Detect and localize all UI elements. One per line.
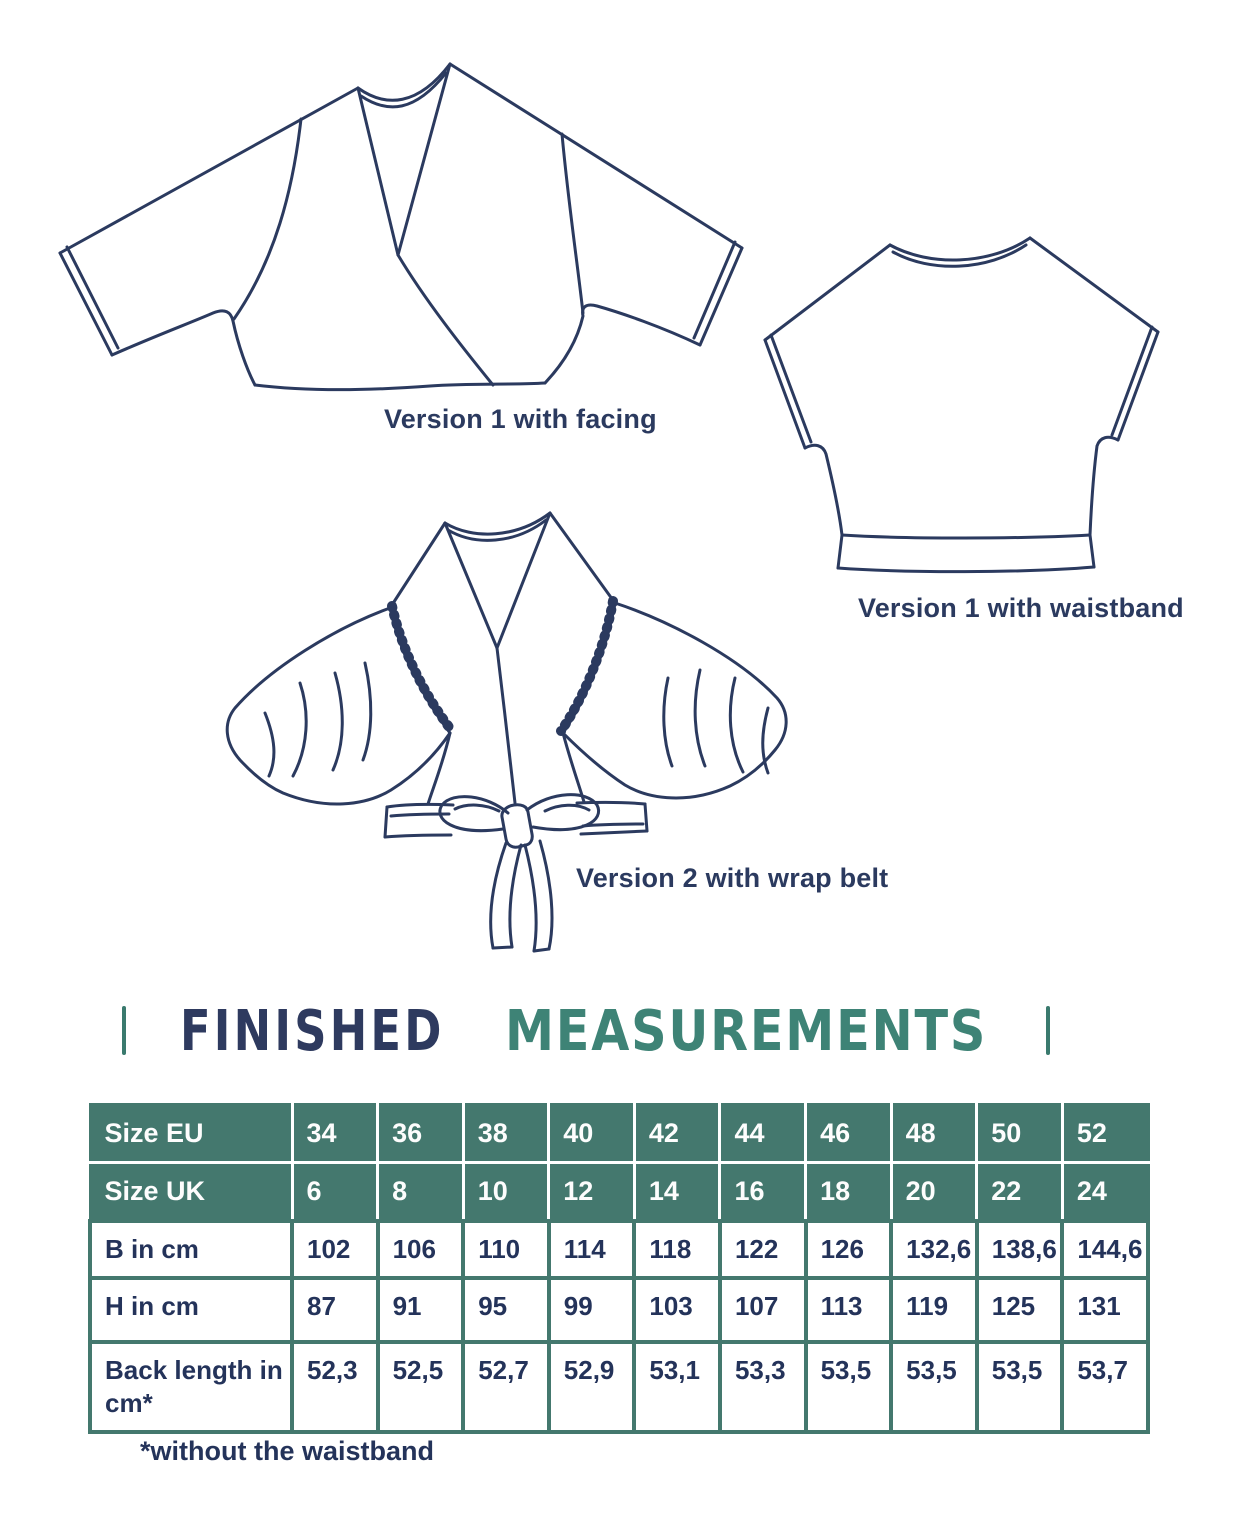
right-underside-side-seam (545, 305, 700, 383)
right-gather-ticks (561, 601, 613, 731)
left-gather-ticks (392, 606, 452, 731)
footnote: *without the waistband (140, 1436, 434, 1466)
row-label: B in cm (90, 1221, 292, 1278)
right-sleeve-wave (730, 678, 743, 772)
value-cell: 8 (378, 1163, 464, 1222)
caption-version-2-wrap-belt: Version 2 with wrap belt (576, 863, 889, 893)
right-cuff-outer (700, 248, 742, 345)
value-cell: 53,5 (977, 1342, 1063, 1432)
right-shoulder-edge (1030, 238, 1158, 332)
bow-right-loop-fold (545, 805, 589, 811)
waistband-right-edge (1090, 535, 1094, 567)
value-cell: 52 (1062, 1105, 1148, 1163)
table-row-size-eu (90, 1105, 1148, 1163)
right-cuff-inner (694, 242, 735, 338)
value-cell: 36 (378, 1105, 464, 1163)
belt-tail-right-end (534, 949, 549, 951)
value-cell: 16 (720, 1163, 806, 1222)
value-cell: 110 (463, 1221, 549, 1278)
row-label: Back length in cm* (90, 1342, 292, 1432)
right-cuff-inner (1112, 327, 1152, 435)
heading-left-bar (122, 1006, 126, 1055)
left-sleeve-wave (333, 673, 342, 770)
value-cell: 22 (977, 1163, 1063, 1222)
left-bodice-side (428, 733, 450, 804)
value-cell: 53,3 (720, 1342, 806, 1432)
wrap-front-edge (497, 648, 515, 803)
value-cell: 132,6 (891, 1221, 977, 1278)
belt-right-bottom (581, 831, 647, 834)
value-cell: 91 (378, 1278, 464, 1342)
waistband-bottom (838, 567, 1094, 572)
row-label: H in cm (90, 1278, 292, 1342)
table-row-back-length-in-cm- (90, 1342, 1148, 1432)
value-cell: 20 (891, 1163, 977, 1222)
value-cell: 50 (977, 1105, 1063, 1163)
value-cell: 38 (463, 1105, 549, 1163)
right-cuff-outer (1118, 332, 1158, 440)
value-cell: 48 (891, 1105, 977, 1163)
value-cell: 125 (977, 1278, 1063, 1342)
belt-right-fold (583, 824, 643, 826)
left-sleeve-top-edge (60, 88, 358, 253)
caption-version-1-waistband: Version 1 with waistband (858, 593, 1184, 623)
value-cell: 18 (806, 1163, 892, 1222)
measurements-table-container (88, 1103, 1150, 1434)
waistband-top (842, 535, 1090, 538)
right-armhole-seam (562, 134, 583, 313)
value-cell: 53,5 (806, 1342, 892, 1432)
belt-right-top (577, 802, 645, 804)
value-cell: 14 (634, 1163, 720, 1222)
right-sleeve-wave (695, 670, 705, 766)
value-cell: 52,9 (549, 1342, 635, 1432)
value-cell: 103 (634, 1278, 720, 1342)
value-cell: 52,5 (378, 1342, 464, 1432)
value-cell: 52,3 (292, 1342, 378, 1432)
back-neck-outer (890, 238, 1030, 260)
value-cell: 122 (720, 1221, 806, 1278)
belt-tail-left-edge (510, 845, 521, 947)
value-cell: 107 (720, 1278, 806, 1342)
measurements-table (88, 1103, 1150, 1434)
right-sleeve-top-edge (450, 64, 742, 248)
wrap-top-front-with-facing-illustration (50, 55, 750, 400)
value-cell: 102 (292, 1221, 378, 1278)
left-underside-side-seam (112, 311, 255, 385)
value-cell: 113 (806, 1278, 892, 1342)
left-cuff-inner (771, 335, 811, 442)
value-cell: 53,7 (1062, 1342, 1148, 1432)
right-bodice-shoulder (550, 513, 615, 603)
belt-right-end (645, 804, 647, 831)
value-cell: 42 (634, 1105, 720, 1163)
belt-left-end (385, 807, 387, 837)
belt-tail-left-end (493, 947, 512, 948)
value-cell: 131 (1062, 1278, 1148, 1342)
value-cell: 52,7 (463, 1342, 549, 1432)
value-cell: 24 (1062, 1163, 1148, 1222)
table-row-h-in-cm (90, 1278, 1148, 1342)
left-cuff-outer (60, 253, 112, 355)
right-underarm-side (1090, 437, 1118, 535)
left-armhole-seam (234, 119, 301, 319)
heading-word-finished: FINISHED (180, 999, 445, 1064)
value-cell: 114 (549, 1221, 635, 1278)
value-cell: 95 (463, 1278, 549, 1342)
row-label: Size EU (90, 1105, 292, 1163)
left-sleeve-wave (363, 663, 371, 760)
left-sleeve-wave (265, 713, 274, 776)
value-cell: 6 (292, 1163, 378, 1222)
left-flutter-sleeve (227, 608, 450, 804)
value-cell: 12 (549, 1163, 635, 1222)
table-row-b-in-cm (90, 1221, 1148, 1278)
hem (255, 383, 545, 390)
value-cell: 46 (806, 1105, 892, 1163)
heading-word-measurements: MEASUREMENTS (505, 999, 988, 1064)
left-shoulder-edge (765, 245, 890, 340)
value-cell: 106 (378, 1221, 464, 1278)
left-cuff-outer (765, 340, 805, 448)
heading-right-bar (1046, 1006, 1050, 1055)
bow-right-loop (527, 795, 599, 830)
belt-tail-left-edge (491, 843, 506, 948)
back-neck-inner (361, 73, 446, 107)
right-flutter-sleeve (563, 603, 786, 798)
belt-tail-right-edge (525, 845, 536, 951)
wrap-front-edge (358, 88, 493, 385)
value-cell: 119 (891, 1278, 977, 1342)
table-row-size-uk (90, 1163, 1148, 1222)
belt-left-bottom (385, 835, 451, 837)
right-neck-edge (398, 64, 450, 255)
right-sleeve-wave (664, 678, 672, 766)
left-bodice-shoulder (390, 523, 445, 608)
left-sleeve-wave (293, 683, 306, 776)
belt-tail-right-edge (540, 841, 552, 949)
value-cell: 34 (292, 1105, 378, 1163)
value-cell: 53,1 (634, 1342, 720, 1432)
value-cell: 144,6 (1062, 1221, 1148, 1278)
row-label: Size UK (90, 1163, 292, 1222)
caption-version-1-facing: Version 1 with facing (384, 404, 657, 434)
value-cell: 40 (549, 1105, 635, 1163)
back-neck-outer (445, 513, 550, 534)
measurements-table-body (90, 1105, 1148, 1433)
bow-left-loop-fold (455, 805, 499, 811)
value-cell: 138,6 (977, 1221, 1063, 1278)
value-cell: 44 (720, 1105, 806, 1163)
value-cell: 118 (634, 1221, 720, 1278)
left-cuff-inner (67, 247, 118, 348)
value-cell: 99 (549, 1278, 635, 1342)
value-cell: 10 (463, 1163, 549, 1222)
value-cell: 126 (806, 1221, 892, 1278)
value-cell: 53,5 (891, 1342, 977, 1432)
value-cell: 87 (292, 1278, 378, 1342)
